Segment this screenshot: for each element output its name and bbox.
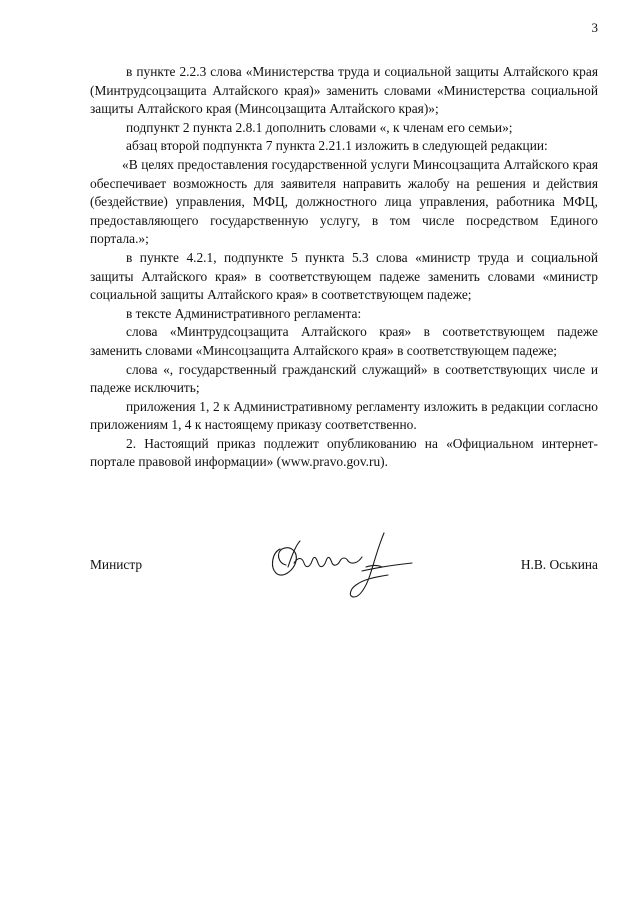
signatory-title: Министр [90, 557, 143, 572]
paragraph-9: приложения 1, 2 к Административному регламенту изложить в редакции согласно приложениям 1, 4 к настоящему приказу соответственно. [90, 398, 598, 433]
paragraph-10: 2. Настоящий приказ подлежит опубликованию на «Официальном интернет-портале правовой информации» (www.pravo.gov.ru). [90, 435, 598, 470]
paragraph-8: слова «, государственный гражданский служащий» в соответствующих числе и падеже исключить; [90, 361, 598, 396]
paragraph-3: абзац второй подпункта 7 пункта 2.21.1 изложить в следующей редакции: [126, 138, 548, 154]
paragraph-2: подпункт 2 пункта 2.8.1 дополнить словами «, к членам его семьи»; [126, 119, 513, 135]
paragraph-5: в пункте 4.2.1, подпункте 5 пункта 5.3 слова «министр труда и социальной защиты Алтайского края» в соответствующем падеже заменить словами «министр социальной защиты Алтайского края» в соответствующем падеже; [90, 249, 598, 303]
handwritten-signature [266, 527, 416, 605]
paragraph-7: слова «Минтрудсоцзащита Алтайского края» в соответствующем падеже заменить словами «Минсоцзащита Алтайского края» в соответствующем падеже; [90, 324, 598, 358]
document-body [90, 63, 598, 472]
paragraph-1: в пункте 2.2.3 слова «Министерства труда и социальной защиты Алтайского края (Минтрудсоцзащита Алтайского края)» заменить словами «Министерства социальной защиты Алтайского края (Минсоцзащита Алтайского края)»; [90, 64, 598, 117]
page-number: 3 [591, 20, 598, 35]
paragraph-4-quote: «В целях предоставления государственной услуги Минсоцзащита Алтайского края обеспечивает возможность для заявителя направить жалобу на решения и действия (бездействие) управления, МФЦ, должностного лица управления, работника МФЦ, предоставляющего государственную услугу, в том числе посредством Единого портала.»; [90, 156, 598, 247]
paragraph-6: в тексте Административного регламента: [126, 305, 362, 321]
signatory-name: Н.В. Оськина [520, 557, 598, 572]
